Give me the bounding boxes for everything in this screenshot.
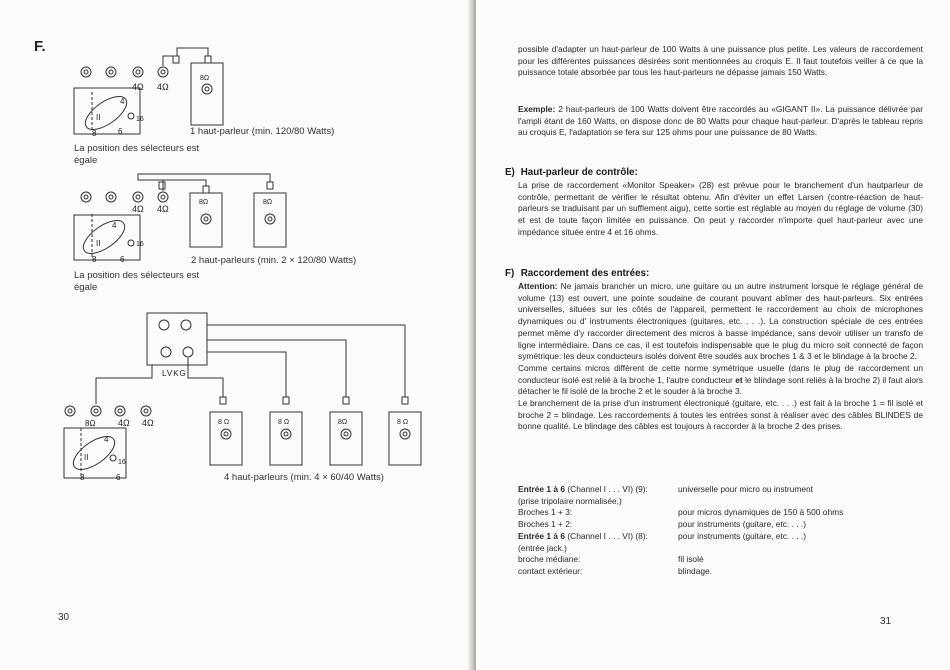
jack-connector <box>81 67 91 77</box>
diagram-caption: 2 haut-parleurs (min. 2 × 120/80 Watts) <box>191 255 357 266</box>
right-page <box>476 0 950 670</box>
ohm-label: 8Ω <box>199 199 209 206</box>
spec-key: broche médiane: <box>518 554 581 565</box>
jack-connector <box>65 406 75 416</box>
inputs-paragraphs: Attention: Ne jamais brancher un micro, une guitare ou un autre instrument lorsque le réglage général de volume (13) est ouvert, une pointe soudaine de courant pouvant abîmer des haut-parleurs. Six entrées universelles, situées sur les côtés de l'appareil, permettent le raccordement au choix de microphones dynamiques ou d' instruments électroniques (guitares, etc. . . .). La construction spéciale de ces entrées permet même d'y raccorder directement des micros à basse impédance, sans devoir utiliser un transfo de ligne intermédiaire. Dans ce cas, il est toutefois indispensable que le plug du micro soit connecté de façon symétrique: les deux conducteurs isolés doivent être soudés aux broches 1 & 3 et le blindage à la broche 2. Comme certains micros diffèrent de cette norme symétrique usuelle (dans le plug de raccordement un conducteur isolé est relié à la broche 1, l'autre conducteur et le blindage sont reliés à la broche 2) il faut alors détacher le fil isolé de la broche 2 et le souder à la broche 3. Le branchement de la prise d'un instrument électroniqué (guitare, etc. . . .) est fait à la broche 1 = fil isolé et broche 2 = blindage. Les raccordements à toutes les entrées sonst à réaliser avec des câbles BLINDES de bonne qualité. Le blindage des câbles est toujours à raccorder à la broche 2 des prises. <box>518 281 923 432</box>
heading-inputs: F) Raccordement des entrées: <box>505 268 650 279</box>
spec-row <box>518 566 918 578</box>
page-number: 31 <box>880 616 892 627</box>
jack-connector <box>158 192 168 202</box>
diagram-caption: 1 haut-parleur (min. 120/80 Watts) <box>190 126 335 137</box>
jack-connector <box>141 406 151 416</box>
spec-value: fil isolé <box>678 554 704 565</box>
ohm-label: 8Ω <box>85 419 96 428</box>
spec-value: universelle pour micro ou instrument <box>678 484 813 494</box>
spec-row <box>518 554 918 566</box>
selector-label: 8 <box>92 255 97 264</box>
spec-row <box>518 507 918 519</box>
page-number: 30 <box>58 612 70 623</box>
speaker-impedance: 8 Ω <box>218 419 230 426</box>
jack-connector <box>133 192 143 202</box>
spec-value: blindage. <box>678 565 712 576</box>
speaker-impedance: 8 Ω <box>278 419 290 426</box>
selector-note: La position des sélecteurs est égale <box>74 143 200 166</box>
example-paragraph: Exemple: 2 haut-parleurs de 100 Watts doivent être raccordés au «GIGANT II». La puissance délivrée par l'ampli étant de 160 Watts, on dispose donc de 80 Watts pour chaque haut-parleur. D'après le tableau repris au croquis E, l'adaptation se fera sur 125 ohms pour une puissance de 80 Watts. <box>518 104 923 138</box>
spec-key: Broches 1 + 3: <box>518 507 573 518</box>
selector-label: II <box>96 113 101 122</box>
selector-label: 8 <box>80 473 85 482</box>
lvkg-label: LVKG <box>162 369 187 378</box>
spec-key: Entrée 1 à 6 (Channel I . . . VI) (8): <box>518 530 648 541</box>
heading-monitor-speaker: E) Haut-parleur de contrôle: <box>505 167 638 178</box>
diagram-2 <box>74 174 286 260</box>
ohm-label: 8Ω <box>263 199 273 206</box>
spec-value <box>678 496 918 508</box>
jack-connector <box>106 192 116 202</box>
selector-note: La position des sélecteurs est égale <box>74 270 200 293</box>
intro-paragraph: possible d'adapter un haut-parleur de 100 Watts à une puissance plus petite. Les valeurs de raccordement pour les différentes puissances désirées sont mentionnées au croquis E. Il faut toutefois veiller à ce que la puissance totale absorbée par tous les haut-parleurs ne dépasse jamais 150 Watts. <box>518 44 923 78</box>
spec-key: Broches 1 + 2: <box>518 519 573 530</box>
ohm-label: 4Ω <box>157 82 169 92</box>
monitor-speaker-paragraph: La prise de raccordement «Monitor Speaker» (28) est prévue pour le branchement d'un hautparleur de contrôle, permettant de vérifier le résultat obtenu. Afin d'éviter un effet Larsen (contre-réaction de haut-parleurs se traduisant par un sufflement aigu), cette sortie est réglable au moyen du réglage de volume (30) et est de toute façon limitée en puissance. On peut y raccorder n'importe quel haut-parleur avec une impédance située entre 4 et 16 ohms. <box>518 180 923 237</box>
spec-key: (entrée jack.) <box>518 542 567 553</box>
selector-label: II <box>96 239 101 248</box>
selector-label: 4 <box>112 221 117 230</box>
spec-row <box>518 531 918 543</box>
spec-value <box>678 543 918 555</box>
speaker-impedance: 8Ω <box>338 419 348 426</box>
ohm-label: 4Ω <box>132 82 144 92</box>
impedance-selector <box>74 215 140 260</box>
diagram-caption: 4 haut-parleurs (min. 4 × 60/40 Watts) <box>224 472 384 483</box>
selector-label: 6 <box>116 473 121 482</box>
spec-key: contact extérieur: <box>518 565 583 576</box>
spec-row <box>518 484 918 496</box>
ohm-label: 4Ω <box>142 418 154 428</box>
ohm-label: 4Ω <box>157 204 169 214</box>
ohm-label: 4Ω <box>118 418 130 428</box>
spec-row <box>518 543 918 555</box>
spec-value: pour instruments (guitare, etc. . . .) <box>678 530 807 541</box>
jack-connector <box>115 406 125 416</box>
diagram-3 <box>64 313 421 478</box>
jack-connector <box>81 192 91 202</box>
jack-connector <box>133 67 143 77</box>
spec-key: Entrée 1 à 6 (Channel I . . . VI) (9): <box>518 484 648 494</box>
spec-value: pour micros dynamiques de 150 à 500 ohms <box>678 507 844 518</box>
jack-connector <box>91 406 101 416</box>
selector-label: 16 <box>136 241 144 248</box>
selector-label: 16 <box>118 459 126 466</box>
spec-row <box>518 496 918 508</box>
jack-connector <box>158 67 168 77</box>
ohm-label: 8Ω <box>200 75 210 82</box>
selector-label: 6 <box>120 255 125 264</box>
selector-label: 6 <box>118 127 123 136</box>
adapter-box <box>147 313 207 365</box>
input-spec-list <box>518 484 918 578</box>
speaker-impedance: 8 Ω <box>397 419 409 426</box>
left-page <box>0 0 474 670</box>
selector-label: 4 <box>104 435 109 444</box>
selector-label: 4 <box>120 97 125 106</box>
spec-key: (prise tripolaire normalisée,) <box>518 495 622 506</box>
impedance-selector <box>74 88 140 134</box>
diagram-1 <box>74 48 223 136</box>
attention-label: Attention: <box>518 281 558 291</box>
ohm-label: 4Ω <box>132 204 144 214</box>
selector-label: 16 <box>136 116 144 123</box>
jack-connector <box>106 67 116 77</box>
speaker-wiring-diagrams <box>0 0 474 670</box>
impedance-selector <box>64 428 126 478</box>
selector-label: II <box>84 453 89 462</box>
spec-value: pour instruments (guitare, etc. . . .) <box>678 519 807 530</box>
spec-row <box>518 519 918 531</box>
section-letter: F. <box>34 38 46 55</box>
example-label: Exemple: <box>518 104 556 114</box>
selector-label: 8 <box>92 129 97 138</box>
